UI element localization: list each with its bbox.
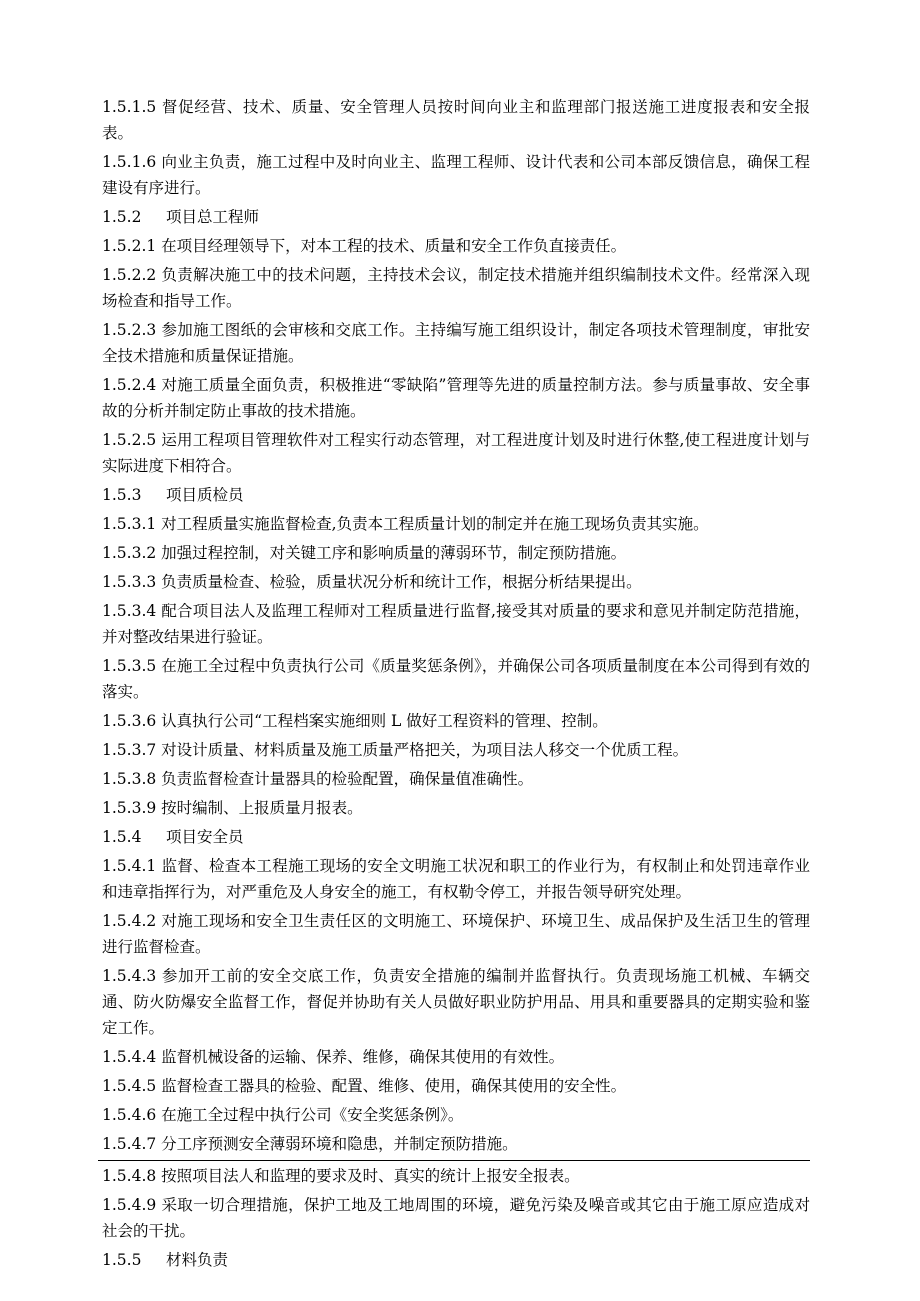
paragraph: 1.5.4.6 在施工全过程中执行公司《安全奖惩条例》。 [102,1106,464,1124]
section-title: 项目质检员 [166,486,244,504]
paragraph: 1.5.3.1 对工程质量实施监督检查,负责本工程质量计划的制定并在施工现场负责其实施。 [102,515,709,533]
paragraph: 1.5.3.2 加强过程控制，对关键工序和影响质量的薄弱环节，制定预防措施。 [102,544,627,562]
section-heading [102,824,810,850]
paragraph: 1.5.4.1 监督、检查本工程施工现场的安全文明施工状况和职工的作业行为，有权制止和处罚违章作业和违章指挥行为，对严重危及人身安全的施工，有权勒令停工，并报告领导研究处理。 [102,857,810,901]
section-number: 1.5.2 [102,208,142,226]
section-title: 材料负责 [166,1251,229,1269]
horizontal-rule [98,1160,810,1161]
paragraph: 1.5.3.9 按时编制、上报质量月报表。 [102,799,363,817]
paragraph: 1.5.3.3 负责质量检查、检验，质量状况分析和统计工作，根据分析结果提出。 [102,573,642,591]
document-page [102,94,810,1276]
paragraph: 1.5.3.4 配合项目法人及监理工程师对工程质量进行监督,接受其对质量的要求和意见并制定防范措施，并对整改结果进行验证。 [102,602,810,646]
section-number: 1.5.5 [102,1251,142,1269]
paragraph: 1.5.4.2 对施工现场和安全卫生责任区的文明施工、环境保护、环境卫生、成品保护及生活卫生的管理进行监督检查。 [102,912,810,956]
section-heading [102,1247,810,1273]
paragraph: 1.5.4.9 采取一切合理措施，保护工地及工地周围的环境，避免污染及噪音或其它由于施工原应造成对社会的干扰。 [102,1196,810,1240]
paragraph: 1.5.4.5 监督检查工器具的检验、配置、维修、使用，确保其使用的安全性。 [102,1077,627,1095]
paragraph: 1.5.1.5 督促经营、技术、质量、安全管理人员按时间向业主和监理部门报送施工进度报表和安全报表。 [102,98,810,142]
section-heading [102,204,810,230]
paragraph: 1.5.2.1 在项目经理领导下，对本工程的技术、质量和安全工作负直接责任。 [102,237,627,255]
paragraph: 1.5.4.3 参加开工前的安全交底工作，负责安全措施的编制并监督执行。负责现场施工机械、车辆交通、防火防爆安全监督工作，督促并协助有关人员做好职业防护用品、用具和重要器具的定期实验和鉴定工作。 [102,967,810,1037]
paragraph: 1.5.2.3 参加施工图纸的会审核和交底工作。主持编写施工组织设计，制定各项技术管理制度，审批安全技术措施和质量保证措施。 [102,321,810,365]
section-number: 1.5.3 [102,486,142,504]
paragraph: 1.5.2.5 运用工程项目管理软件对工程实行动态管理，对工程进度计划及时进行休整,使工程进度计划与实际进度下相符合。 [102,431,810,475]
section-heading [102,482,810,508]
paragraph: 1.5.3.5 在施工全过程中负责执行公司《质量奖惩条例》，并确保公司各项质量制度在本公司得到有效的落实。 [102,657,810,701]
paragraph: 1.5.3.8 负责监督检查计量器具的检验配置，确保量值准确性。 [102,770,534,788]
paragraph: 1.5.2.4 对施工质量全面负责，积极推进“零缺陷”管理等先进的质量控制方法。参与质量事故、安全事故的分析并制定防止事故的技术措施。 [102,376,810,420]
paragraph: 1.5.1.6 向业主负责，施工过程中及时向业主、监理工程师、设计代表和公司本部反馈信息，确保工程建设有序进行。 [102,153,810,197]
paragraph: 1.5.3.6 认真执行公司“工程档案实施细则 L 做好工程资料的管理、控制。 [102,712,608,730]
paragraph: 1.5.4.8 按照项目法人和监理的要求及时、真实的统计上报安全报表。 [102,1167,580,1185]
paragraph: 1.5.4.4 监督机械设备的运输、保养、维修，确保其使用的有效性。 [102,1048,565,1066]
section-title: 项目安全员 [166,828,244,846]
section-number: 1.5.4 [102,828,142,846]
paragraph: 1.5.4.7 分工序预测安全薄弱环境和隐患，并制定预防措施。 [102,1135,518,1153]
section-title: 项目总工程师 [166,208,260,226]
paragraph: 1.5.3.7 对设计质量、材料质量及施工质量严格把关，为项目法人移交一个优质工程。 [102,741,689,759]
paragraph: 1.5.2.2 负责解决施工中的技术问题，主持技术会议，制定技术措施并组织编制技术文件。经常深入现场检查和指导工作。 [102,266,810,310]
